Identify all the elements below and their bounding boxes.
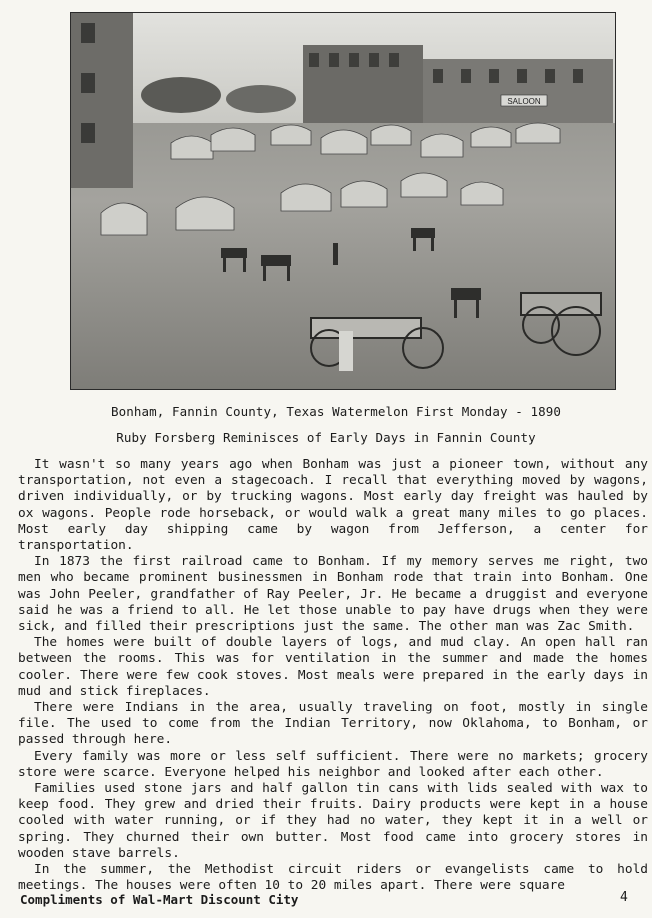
saloon-sign: SALOON [507, 97, 541, 106]
paragraph: Families used stone jars and half gallon tin cans with lids sealed with wax to keep food. They grew and dried their fruits. Dairy products were kept in a house cooled with water running, or if they had no water, they kept it in a well or spring. They churned their own butter. Most food came into grocery stores in wooden stave barrels. [18, 781, 648, 861]
historic-photo [70, 12, 616, 390]
article-subtitle: Ruby Forsberg Reminisces of Early Days in Fannin County [116, 430, 536, 445]
paragraph: In the summer, the Methodist circuit riders or evangelists came to hold meetings. The houses were often 10 to 20 miles apart. There were square [18, 862, 648, 894]
paragraph: It wasn't so many years ago when Bonham was just a pioneer town, without any transportation, not even a stagecoach. I recall that everything moved by wagons, driven individually, or by trucking wagons. Most early day freight was hauled by ox wagons. People rode horseback, or would walk a great many miles to go places. Most early day shipping came by wagon from Jefferson, a center for transportation. [18, 457, 648, 554]
article-body [18, 457, 648, 894]
footer-credit: Compliments of Wal-Mart Discount City [20, 892, 299, 907]
town-square-photo [71, 13, 615, 389]
paragraph: There were Indians in the area, usually traveling on foot, mostly in single file. The used to come from the Indian Territory, now Oklahoma, to Bonham, or passed through here. [18, 700, 648, 748]
page-number: 4 [620, 890, 628, 905]
paragraph: In 1873 the first railroad came to Bonham. If my memory serves me right, two men who became prominent businessmen in Bonham rode that train into Bonham. One was John Peeler, grandfather of Ray Peeler, Jr. He became a druggist and everyone said he was a friend to all. He let those unable to pay have drugs when they were sick, and filled their prescriptions just the same. The other man was Zac Smith. [18, 554, 648, 635]
paragraph: Every family was more or less self sufficient. There were no markets; grocery store were scarce. Everyone helped his neighbor and looked after each other. [18, 748, 648, 780]
photo-caption-title: Bonham, Fannin County, Texas Watermelon First Monday - 1890 [111, 404, 561, 419]
paragraph: The homes were built of double layers of logs, and mud clay. An open hall ran between the rooms. This was for ventilation in the summer and made the homes cooler. There were few cook stoves. Most meals were prepared in the early days in mud and stick fireplaces. [18, 635, 648, 699]
